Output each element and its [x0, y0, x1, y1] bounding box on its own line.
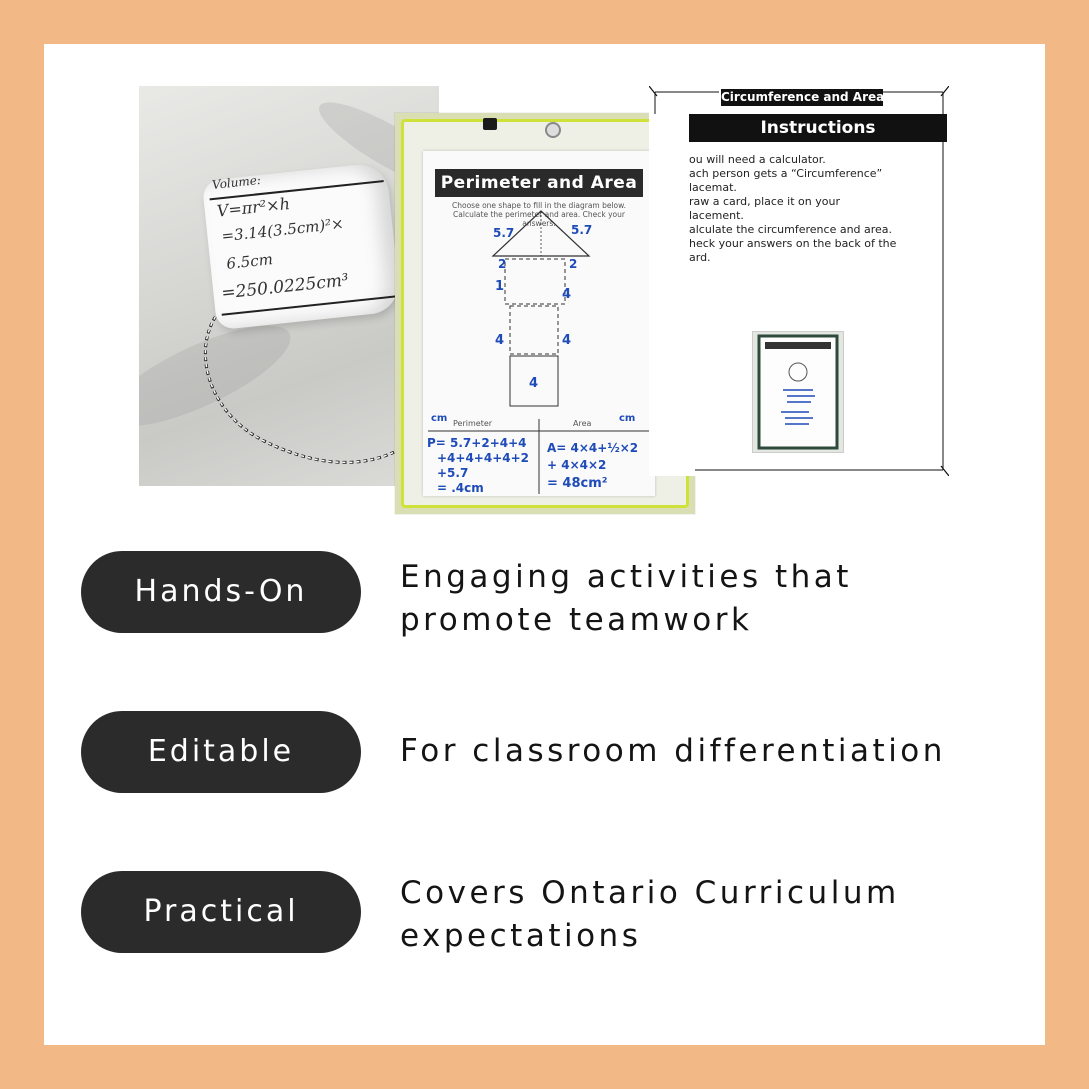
worksheet-title: Perimeter and Area [435, 169, 643, 197]
instruction-step: lacemat. [689, 181, 737, 194]
practical-description: Covers Ontario Curriculum expectations [400, 875, 900, 954]
perimeter-work-line: = .4cm [437, 481, 484, 495]
roll-handwriting-line: Volume: [211, 172, 262, 192]
grommet-icon [545, 122, 561, 138]
area-column-label: Area [573, 419, 592, 428]
instructions-heading: Instructions [689, 114, 947, 142]
practical-pill: Practical [81, 871, 361, 953]
placemat-thumbnail-icon [753, 332, 843, 452]
editable-pill: Editable [81, 711, 361, 793]
paper-roll [202, 162, 402, 331]
perimeter-work-line: +4+4+4+4+2 [437, 451, 530, 465]
card-title: Circumference and Area [721, 90, 885, 104]
instruction-step: ard. [689, 251, 711, 264]
worksheet-instructions: Choose one shape to fill in the diagram below. Calculate the perimeter and area. Check your answers. [452, 201, 626, 228]
roll-handwriting-line: 6.5cm [225, 250, 274, 273]
hands-on-pill: Hands-On [81, 551, 361, 633]
hands-on-description: Engaging activities that promote teamwork [400, 559, 852, 638]
instruction-card [649, 86, 949, 476]
paper-roll-photo [139, 86, 439, 486]
roll-handwriting-line: =3.14(3.5cm)²× [220, 214, 345, 246]
area-work-line: A= 4×4+½×2 [547, 441, 639, 455]
instruction-step: alculate the circumference and area. [689, 223, 893, 236]
perimeter-work-line: P= 5.7+2+4+4 [427, 436, 527, 450]
unit-label: cm [619, 413, 636, 424]
instruction-list [689, 153, 921, 265]
clip-icon [483, 118, 497, 130]
perimeter-column-label: Perimeter [453, 419, 493, 428]
placemat-thumbnail [752, 331, 844, 453]
area-work-line: = 48cm² [547, 476, 608, 491]
editable-description: For classroom differentiation [400, 733, 946, 769]
instruction-step: raw a card, place it on your [689, 195, 840, 208]
instruction-step: ou will need a calculator. [689, 153, 826, 166]
roll-handwriting-line: =250.0225cm³ [220, 270, 350, 304]
instruction-step: heck your answers on the back of the [689, 237, 897, 250]
worksheet: Perimeter and Area Choose one shape to fill in the diagram below. Calculate the perimeter and area. Check your answers. 5.7 5.7 2 2 1 4 4 4 4 Perimeter Area cm cm P= 5.7+2+4+4 +4+4+4+4+2 +5.7 = .4cm A= 4×4+½×2 + 4×4×2 = 48cm² [423, 151, 655, 496]
area-work-line: + 4×4×2 [547, 458, 607, 472]
instruction-step: lacement. [689, 209, 744, 222]
perimeter-work-line: +5.7 [437, 466, 469, 480]
unit-label: cm [431, 413, 448, 424]
roll-handwriting-line: V=πr²×h [215, 194, 291, 221]
content-card [44, 44, 1045, 1045]
instruction-step: ach person gets a “Circumference” [689, 167, 883, 180]
